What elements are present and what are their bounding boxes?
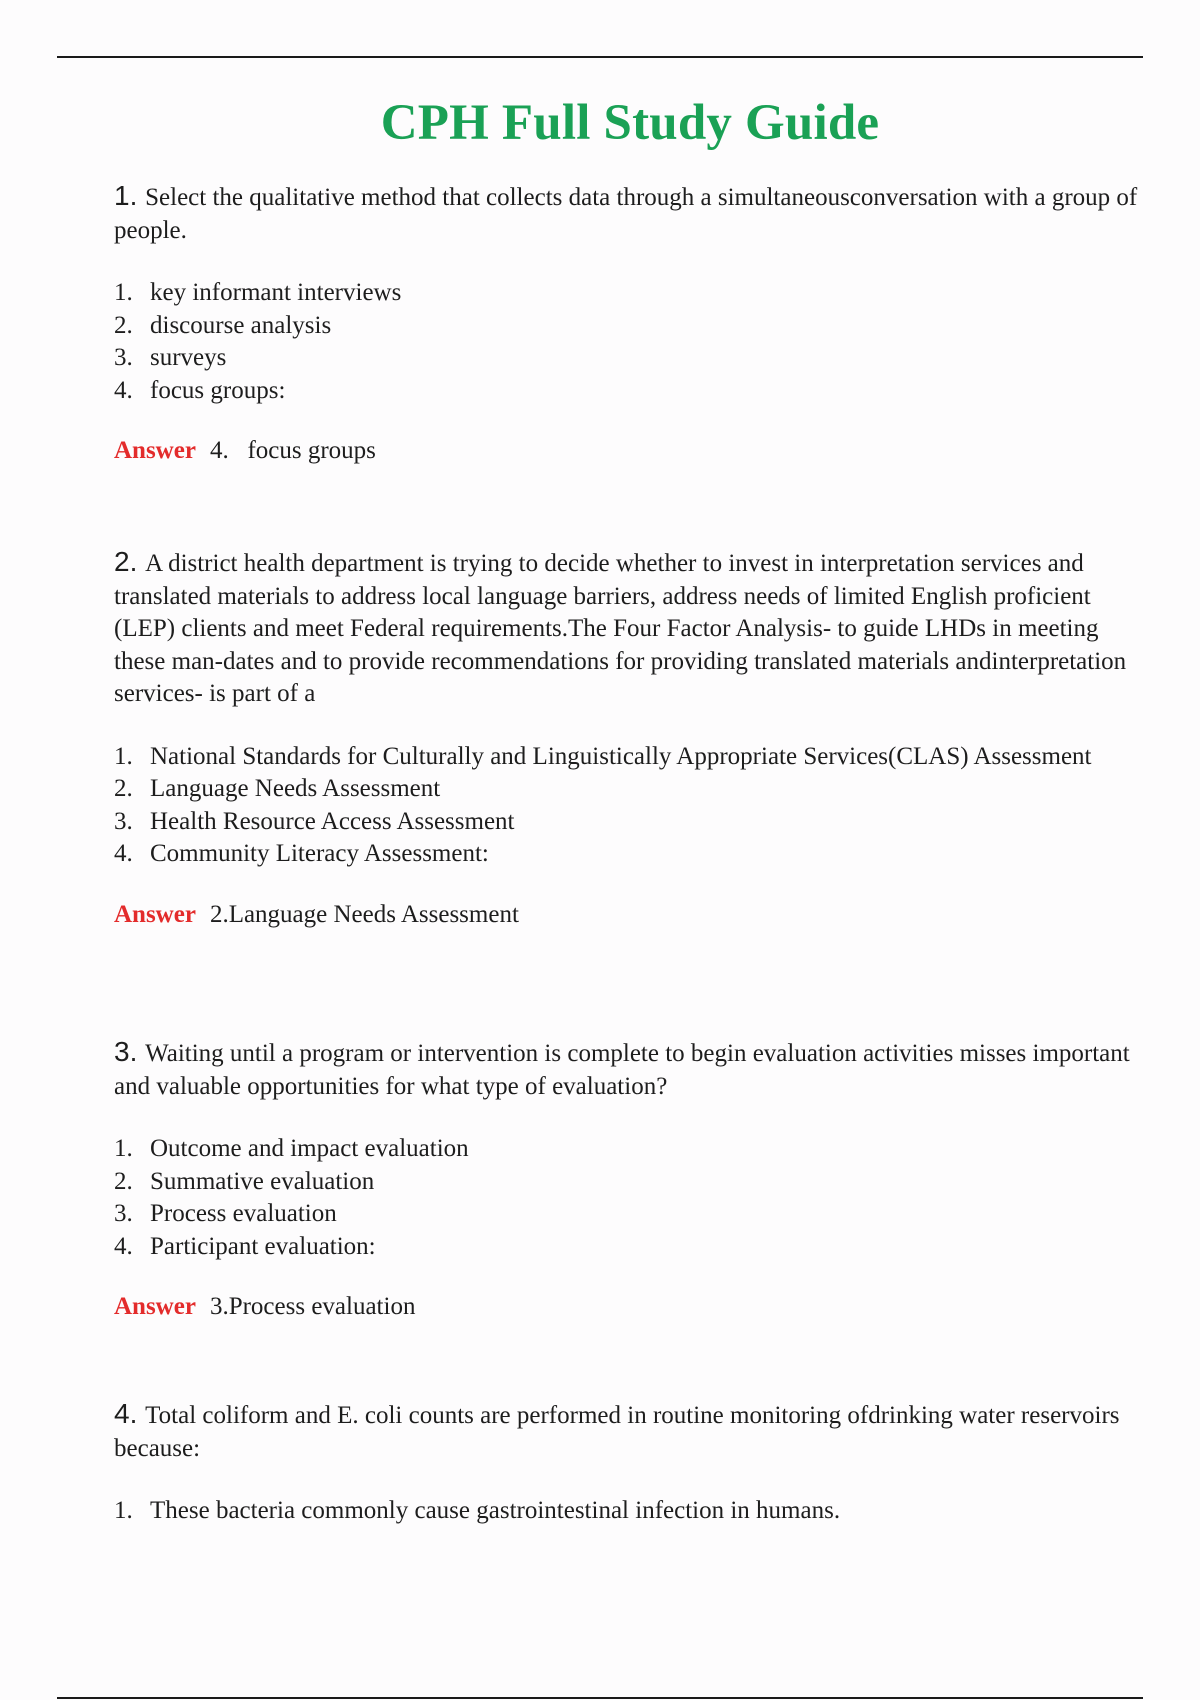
option-text: key informant interviews	[150, 279, 402, 306]
question-1-options	[114, 277, 1144, 407]
question-4-text	[114, 1398, 1144, 1465]
option-number: 3.	[114, 1200, 133, 1227]
question-4-prompt: Total coliform and E. coli counts are performed in routine monitoring ofdrinking water reservoirs because:	[114, 1402, 1120, 1462]
answer-text: 2.Language Needs Assessment	[209, 900, 519, 928]
option-number: 2.	[114, 1167, 133, 1195]
option-item	[114, 1198, 1144, 1231]
question-2	[114, 546, 1144, 931]
question-2-number: 2.	[114, 546, 138, 577]
question-1-answer	[114, 435, 1144, 467]
question-3	[114, 1036, 1144, 1323]
option-item	[114, 1495, 1144, 1528]
option-number: 2.	[114, 311, 133, 339]
option-text: Community Literacy Assessment:	[150, 840, 489, 867]
option-text: Language Needs Assessment	[150, 775, 441, 802]
question-3-answer	[114, 1291, 1144, 1323]
question-1-number: 1.	[114, 180, 138, 211]
option-item	[114, 1133, 1144, 1166]
document-title: CPH Full Study Guide	[380, 95, 880, 152]
top-rule	[57, 56, 1143, 58]
question-1-prompt: Select the qualitative method that collects data through a simultaneousconversation with a group of people.	[114, 184, 1138, 244]
question-4-number: 4.	[114, 1398, 138, 1429]
option-number: 3.	[114, 807, 133, 835]
option-text: surveys	[150, 344, 227, 371]
option-number: 2.	[114, 775, 133, 802]
bottom-rule	[57, 1697, 1143, 1699]
question-4	[114, 1398, 1144, 1528]
question-2-answer	[114, 899, 1144, 931]
question-2-prompt: A district health department is trying to decide whether to invest in interpretation services and translated materials to address local language barriers, address needs of limited English proficient (LEP) clients and meet Federal requirements.The Four Factor Analysis- to guide LHDs in meeting these man-dates and to provide recommendations for providing translated materials andinterpretation services- is part of a	[114, 550, 1127, 707]
option-item	[114, 838, 1144, 871]
option-text: These bacteria commonly cause gastrointestinal infection in humans.	[150, 1497, 841, 1524]
answer-text: 4. focus groups	[209, 437, 376, 464]
question-2-text	[114, 546, 1144, 711]
option-number: 1.	[114, 1497, 133, 1524]
question-3-prompt: Waiting until a program or intervention is complete to begin evaluation activities misses important and valuable opportunities for what type of evaluation?	[114, 1040, 1130, 1100]
option-text: Summative evaluation	[150, 1167, 375, 1195]
question-3-text	[114, 1036, 1144, 1103]
option-text: Process evaluation	[150, 1200, 337, 1227]
option-item	[114, 806, 1144, 839]
option-number: 4.	[114, 1232, 133, 1260]
option-item	[114, 310, 1144, 343]
option-number: 3.	[114, 344, 133, 371]
answer-label: Answer	[114, 900, 196, 928]
option-text: Participant evaluation:	[150, 1232, 376, 1260]
option-number: 1.	[114, 279, 133, 306]
question-1	[114, 180, 1144, 467]
option-item	[114, 773, 1144, 806]
question-4-options	[114, 1495, 1144, 1528]
option-item	[114, 1231, 1144, 1264]
option-item	[114, 342, 1144, 375]
option-text: Outcome and impact evaluation	[150, 1135, 469, 1162]
option-item	[114, 375, 1144, 408]
option-text: focus groups:	[150, 376, 286, 404]
answer-label: Answer	[114, 1293, 196, 1320]
option-item	[114, 741, 1144, 774]
option-number: 1.	[114, 742, 133, 770]
option-number: 4.	[114, 840, 133, 867]
question-2-options	[114, 741, 1144, 871]
question-3-number: 3.	[114, 1036, 138, 1067]
question-1-text	[114, 180, 1144, 247]
answer-text: 3.Process evaluation	[209, 1293, 416, 1320]
option-item	[114, 277, 1144, 310]
answer-label: Answer	[114, 437, 196, 464]
option-text: National Standards for Culturally and Linguistically Appropriate Services(CLAS) Assessment	[150, 742, 1092, 770]
option-number: 4.	[114, 376, 133, 404]
question-3-options	[114, 1133, 1144, 1263]
option-number: 1.	[114, 1135, 133, 1162]
option-text: Health Resource Access Assessment	[150, 807, 515, 835]
option-item	[114, 1166, 1144, 1199]
option-text: discourse analysis	[150, 311, 332, 339]
